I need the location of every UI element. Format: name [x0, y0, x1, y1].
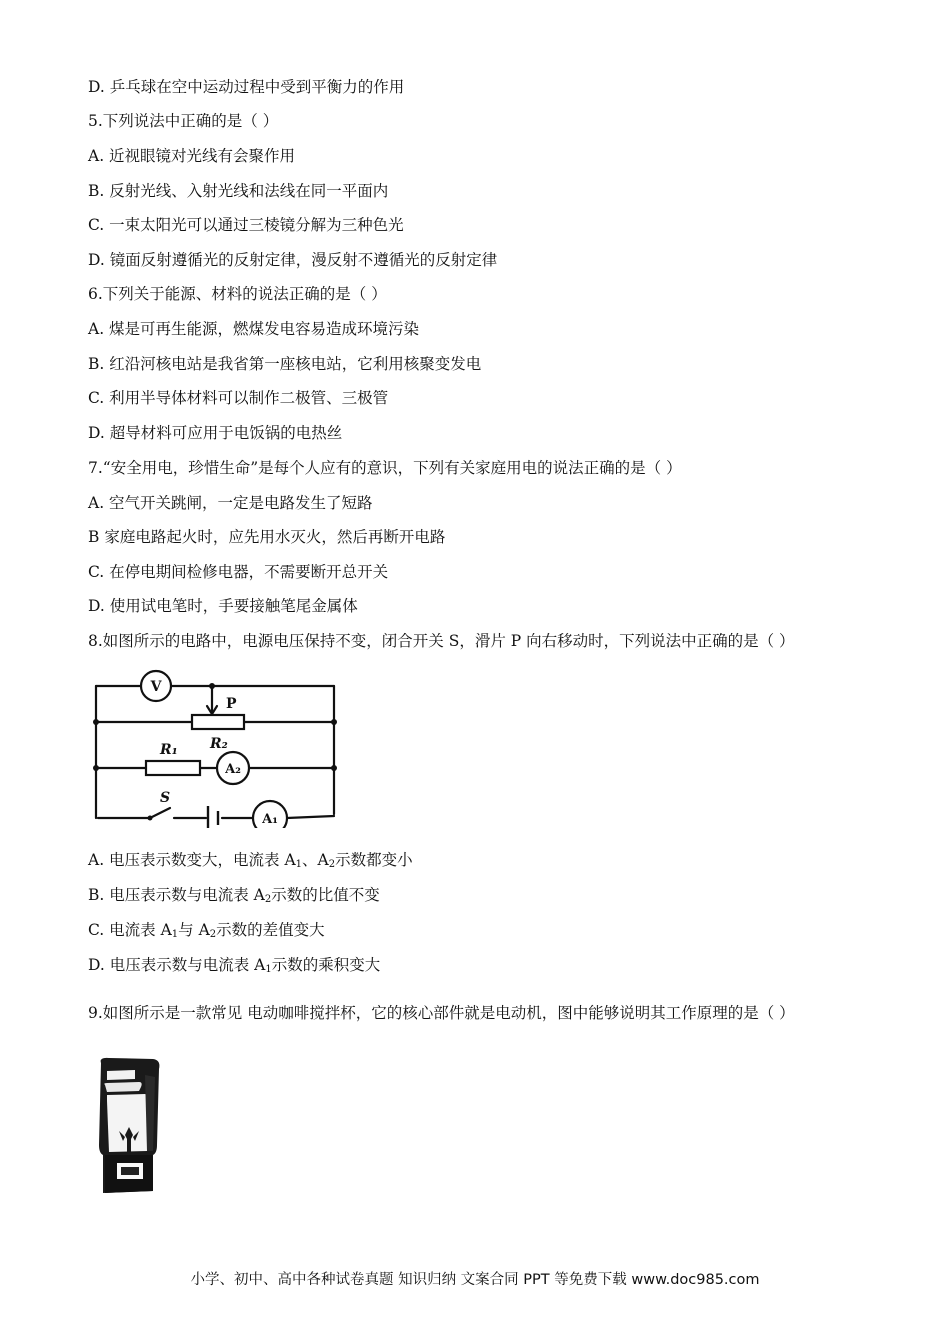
q5-option-c: C. 一束太阳光可以通过三棱镜分解为三种色光	[88, 216, 404, 234]
q5-stem: 5.下列说法中正确的是（ ）	[88, 112, 279, 130]
q8-option-a	[88, 850, 413, 875]
switch-s-label: S	[160, 790, 171, 806]
q8-option-c-mid: 与 A	[178, 921, 210, 939]
q8-option-c-pre: C. 电流表 A	[88, 921, 172, 939]
q8-option-b-sub1: 2	[264, 894, 272, 905]
resistor-r2	[192, 715, 244, 729]
q8-option-d-post: 示数的乘积变大	[271, 956, 381, 974]
q8-option-d-sub1: 1	[265, 964, 272, 975]
q7-stem: 7.“安全用电，珍惜生命”是每个人应有的意识，下列有关家庭用电的说法正确的是（ ）	[88, 459, 682, 477]
q8-option-a-sub2: 2	[328, 859, 336, 870]
q6-option-d: D. 超导材料可应用于电饭锅的电热丝	[88, 424, 343, 442]
resistor-r2-label: R₂	[210, 736, 228, 752]
resistor-r1	[146, 761, 200, 775]
q8-option-b	[88, 885, 380, 910]
q8-option-a-sub1: 1	[295, 859, 303, 870]
q7-option-a: A. 空气开关跳闸，一定是电路发生了短路	[88, 494, 373, 512]
ammeter-a2-label: A₂	[225, 762, 241, 777]
q6-option-c: C. 利用半导体材料可以制作二极管、三极管	[88, 389, 389, 407]
q5-option-d: D. 镜面反射遵循光的反射定律，漫反射不遵循光的反射定律	[88, 251, 498, 269]
voltmeter-label: V	[150, 679, 162, 695]
q5-option-b: B. 反射光线、入射光线和法线在同一平面内	[88, 182, 389, 200]
q8-option-c	[88, 920, 325, 945]
q8-option-a-post: 示数都变小	[335, 851, 413, 869]
q4-option-d: D. 乒乓球在空中运动过程中受到平衡力的作用	[88, 78, 405, 96]
resistor-r1-label: R₁	[160, 742, 178, 758]
q7-option-d: D. 使用试电笔时，手要接触笔尾金属体	[88, 597, 358, 615]
q8-option-b-post: 示数的比值不变	[271, 886, 380, 904]
q7-option-c: C. 在停电期间检修电器，不需要断开总开关	[88, 563, 389, 581]
q8-option-c-sub2: 2	[209, 929, 217, 940]
q8-option-a-mid: 、A	[302, 851, 329, 869]
q9-stem: 9.如图所示是一款常见 电动咖啡搅拌杯，它的核心部件就是电动机，图中能够说明其工作原理的是（ ）	[88, 1004, 795, 1022]
q6-option-a: A. 煤是可再生能源，燃煤发电容易造成环境污染	[88, 320, 420, 338]
q8-option-c-sub1: 1	[171, 929, 179, 940]
q8-circuit-diagram	[88, 668, 344, 828]
ammeter-a1-label: A₁	[262, 812, 278, 827]
coffee-stirring-cup-image	[95, 1055, 165, 1197]
q8-option-c-post: 示数的差值变大	[216, 921, 325, 939]
slider-p-label: P	[226, 696, 237, 712]
q5-option-a: A. 近视眼镜对光线有会聚作用	[88, 147, 296, 165]
q8-option-d-pre: D. 电压表示数与电流表 A	[88, 956, 266, 974]
q8-stem: 8.如图所示的电路中，电源电压保持不变，闭合开关 S，滑片 P 向右移动时，下列说法中正确的是（ ）	[88, 632, 795, 650]
q8-option-b-pre: B. 电压表示数与电流表 A	[88, 886, 265, 904]
q6-stem: 6.下列关于能源、材料的说法正确的是（ ）	[88, 285, 387, 303]
battery-symbol	[208, 806, 218, 828]
q8-option-d	[88, 955, 380, 980]
q6-option-b: B. 红沿河核电站是我省第一座核电站，它利用核聚变发电	[88, 355, 482, 373]
q8-option-a-pre: A. 电压表示数变大，电流表 A	[88, 851, 296, 869]
page-footer: 小学、初中、高中各种试卷真题 知识归纳 文案合同 PPT 等免费下载 www.doc985.com	[190, 1272, 760, 1288]
q7-option-b: B 家庭电路起火时，应先用水灭火，然后再断开电路	[88, 528, 446, 546]
